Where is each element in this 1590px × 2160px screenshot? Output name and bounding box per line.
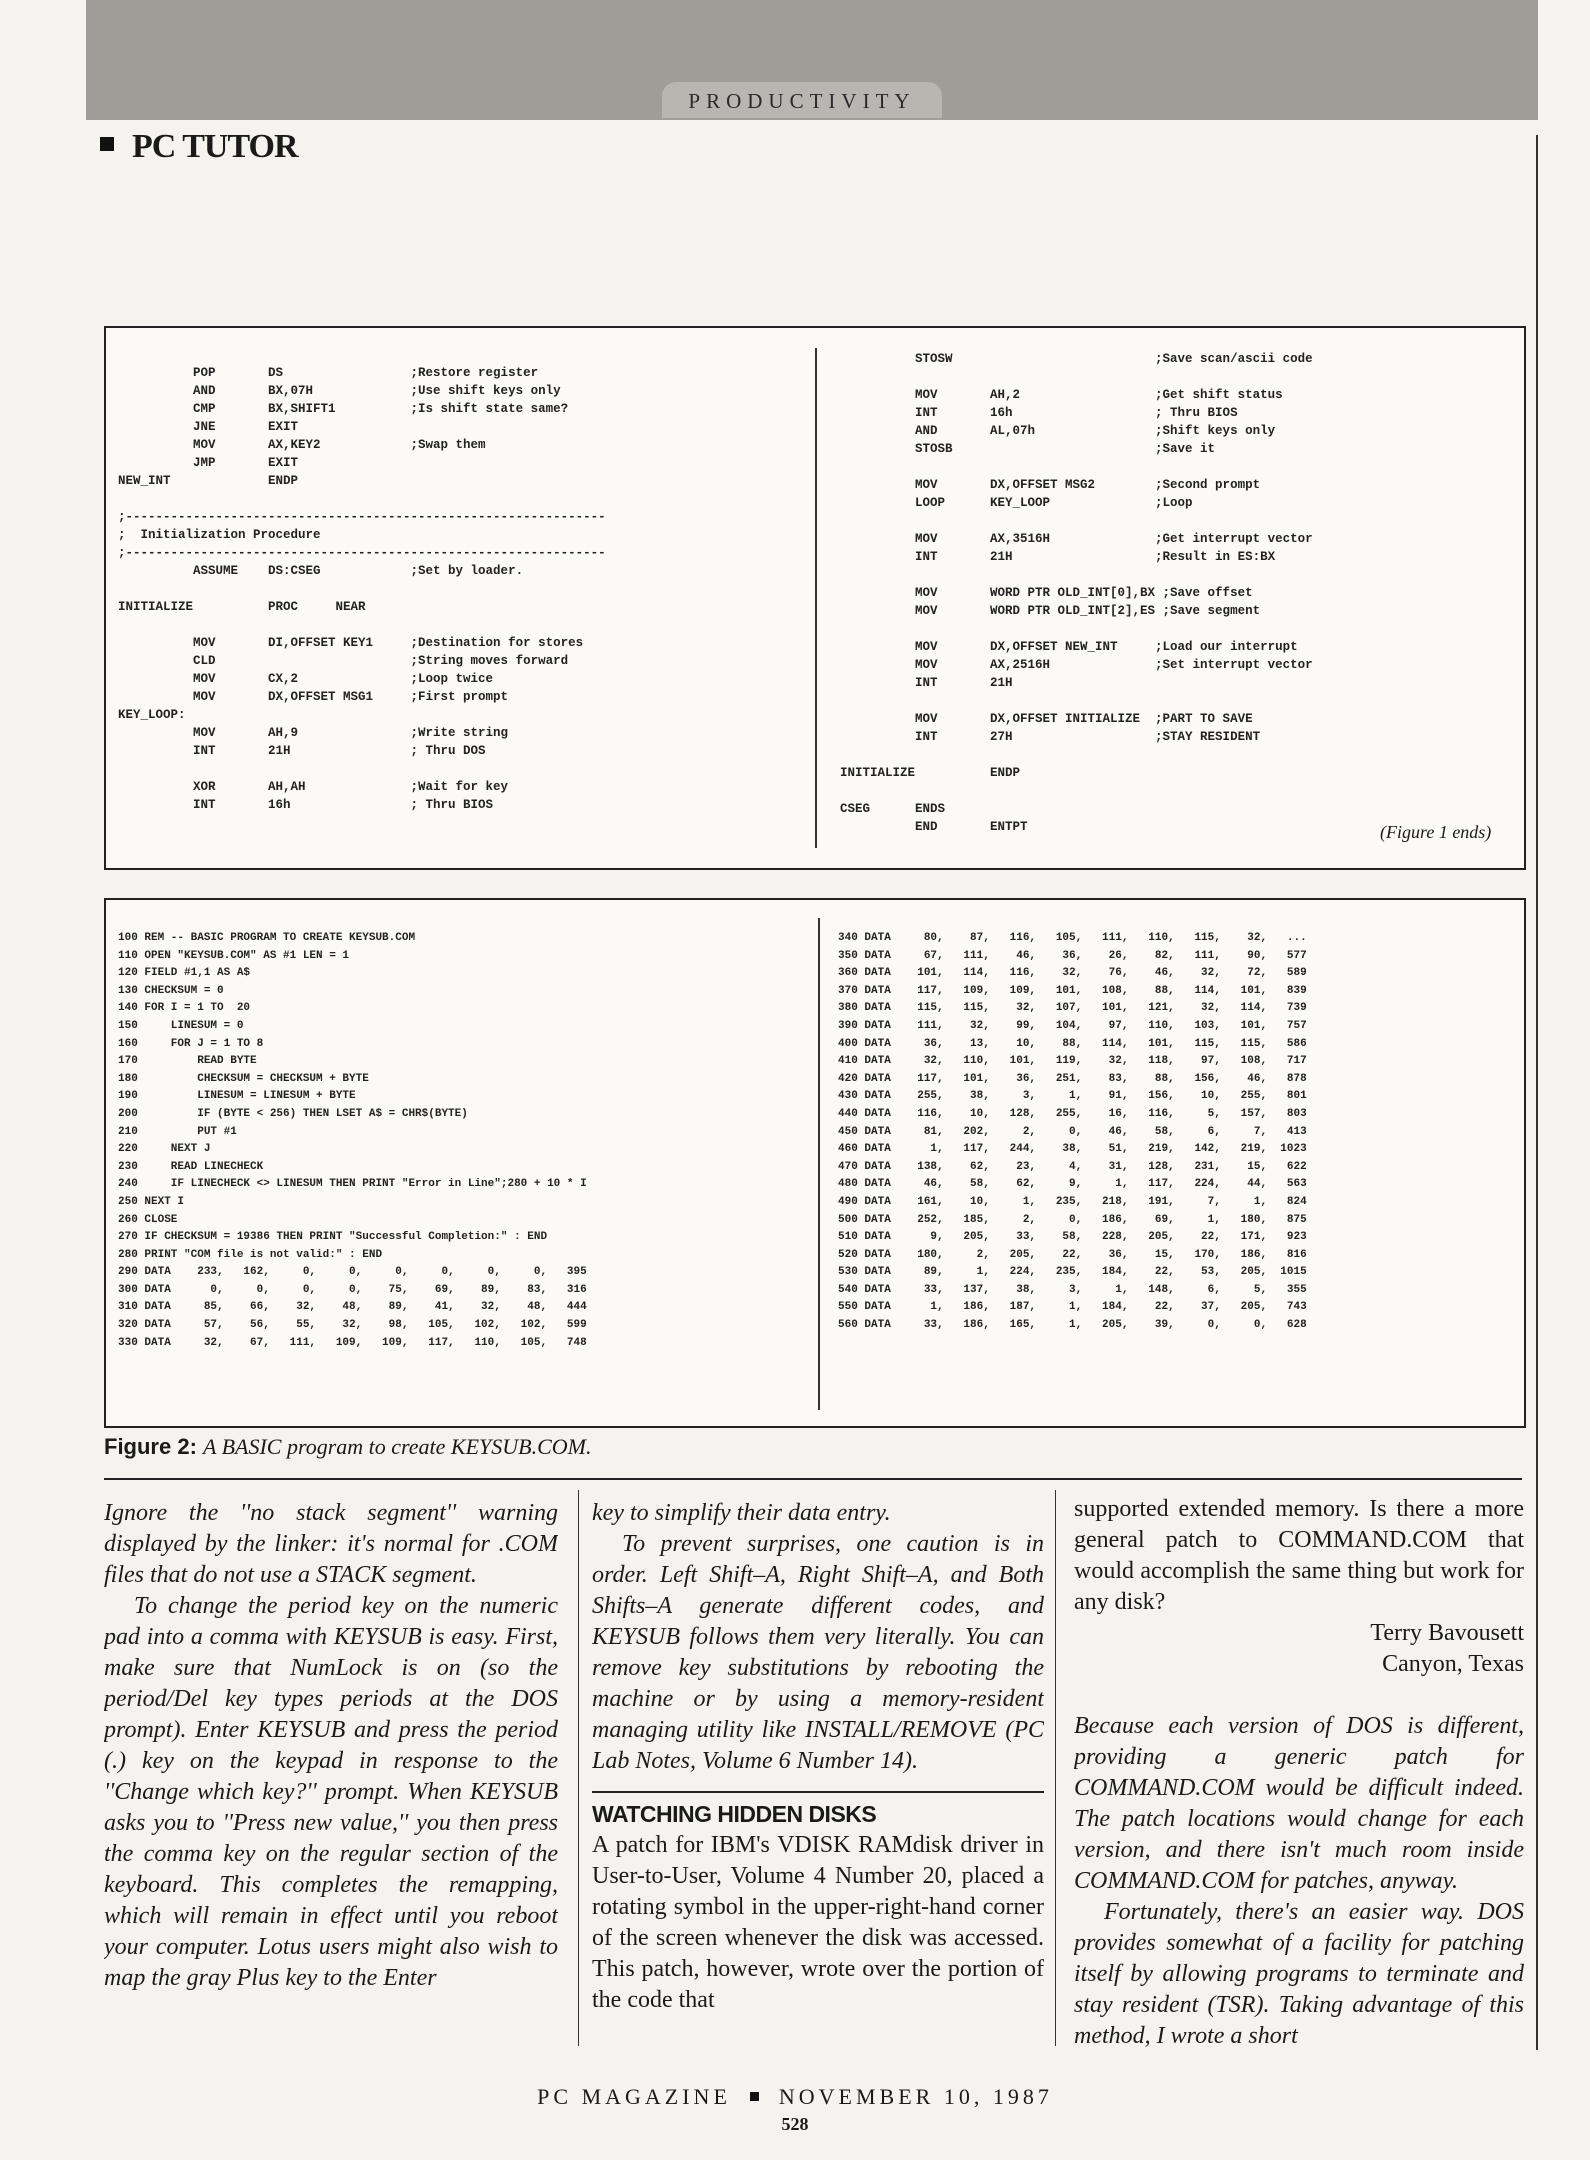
column-divider-2	[1055, 1490, 1056, 2046]
subhead-rule	[592, 1791, 1044, 1793]
page-title	[100, 128, 298, 166]
col3-paragraph-2: Because each version of DOS is different, providing a generic patch for COMMAND.COM would be difficult indeed. The patch locations would change for each version, and there isn't much room inside COMMAND.COM for patches, anyway.	[1074, 1713, 1524, 1894]
signature-name: Terry Bavousett	[1370, 1620, 1524, 1646]
figure2-caption	[104, 1434, 591, 1460]
figure2-left-code: 100 REM -- BASIC PROGRAM TO CREATE KEYSUB.COM 110 OPEN "KEYSUB.COM" AS #1 LEN = 1 120 FIELD #1,1 AS A$ 130 CHECKSUM = 0 140 FOR I = 1 TO 20 150 LINESUM = 0 160 FOR J = 1 TO 8 170 READ BYTE 180 CHECKSUM = CHECKSUM + BYTE 190 LINESUM = LINESUM + BYTE 200 IF (BYTE < 256) THEN LSET A$ = CHR$(BYTE) 210 PUT #1 220 NEXT J 230 READ LINECHECK 240 IF LINECHECK <> LINESUM THEN PRINT "Error in Line";280 + 10 * I 250 NEXT I 260 CLOSE 270 IF CHECKSUM = 19386 THEN PRINT "Successful Completion:" : END 280 PRINT "COM file is not valid:" : END 290 DATA 233, 162, 0, 0, 0, 0, 0, 0, 395 300 DATA 0, 0, 0, 0, 75, 69, 89, 83, 316 310 DATA 85, 66, 32, 48, 89, 41, 32, 48, 444 320 DATA 57, 56, 55, 32, 98, 105, 102, 102, 599 330 DATA 32, 67, 111, 109, 109, 117, 110, 105, 748	[118, 932, 587, 1349]
section-subhead: WATCHING HIDDEN DISKS	[592, 1801, 877, 1827]
figure2-divider	[818, 918, 820, 1410]
column-2	[592, 1498, 1044, 2048]
col3-paragraph-1: supported extended memory. Is there a more general patch to COMMAND.COM that would accomplish the same thing but work for any disk?	[1074, 1496, 1524, 1615]
bullet-square-icon	[100, 137, 114, 151]
column-divider-1	[578, 1490, 579, 2046]
figure1-right-code: STOSW ;Save scan/ascii code MOV AH,2 ;Get shift status INT 16h ; Thru BIOS AND AL,07h ;Shift keys only STOSB ;Save it MOV DX,OFFSET MSG2 ;Second prompt LOOP KEY_LOOP ;Loop MOV AX,3516H ;Get interrupt vector INT 21H ;Result in ES:BX MOV WORD PTR OLD_INT[0],BX ;Save offset MOV WORD PTR OLD_INT[2],ES ;Save segment MOV DX,OFFSET NEW_INT ;Load our interrupt MOV AX,2516H ;Set interrupt vector INT 21H MOV DX,OFFSET INITIALIZE ;PART TO SAVE INT 27H ;STAY RESIDENT INITIALIZE ENDP CSEG ENDS END ENTPT	[840, 352, 1313, 834]
col1-paragraph-2: To change the period key on the numeric pad into a comma with KEYSUB is easy. First, make sure that NumLock is on (so the period/Del key types periods at the DOS prompt). Enter KEYSUB and press the period (.) key on the keypad in response to the ''Change which key?'' prompt. When KEYSUB asks you to ''Press new value,'' you then press the comma key on the regular section of the keyboard. This completes the remapping, which will remain in effect until you reboot your computer. Lotus users might also wish to map the gray Plus key to the Enter	[104, 1593, 558, 1991]
article-top-rule	[104, 1478, 1522, 1480]
figure1-divider	[815, 348, 817, 848]
col2-paragraph-1: key to simplify their data entry.	[592, 1500, 891, 1526]
col3-paragraph-3: Fortunately, there's an easier way. DOS provides somewhat of a facility for patching itself by allowing programs to terminate and stay resident (TSR). Taking advantage of this method, I wrote a short	[1074, 1899, 1524, 2048]
column-3	[1074, 1494, 1524, 2048]
footer-bullet-icon	[750, 2092, 759, 2101]
page-title-text: PC TUTOR	[132, 128, 298, 165]
page-number: 528	[781, 2114, 809, 2134]
section-label: PRODUCTIVITY	[662, 82, 942, 118]
figure2-caption-label: Figure 2:	[104, 1434, 197, 1459]
footer-line	[0, 2084, 1590, 2110]
right-column-rule	[1536, 135, 1538, 2050]
col2-paragraph-2: To prevent surprises, one caution is in order. Left Shift–A, Right Shift–A, and Both Shifts–A generate different codes, and KEYSUB follows them very literally. You can remove key substitutions by rebooting the machine or by using a memory-resident managing utility like INSTALL/REMOVE (PC Lab Notes, Volume 6 Number 14).	[592, 1531, 1044, 1774]
figure2-right-code: 340 DATA 80, 87, 116, 105, 111, 110, 115, 32, ... 350 DATA 67, 111, 46, 36, 26, 82, 111, 90, 577 360 DATA 101, 114, 116, 32, 76, 46, 32, 72, 589 370 DATA 117, 109, 109, 101, 108, 88, 114, 101, 839 380 DATA 115, 115, 32, 107, 101, 121, 32, 114, 739 390 DATA 111, 32, 99, 104, 97, 110, 103, 101, 757 400 DATA 36, 13, 10, 88, 114, 101, 115, 115, 586 410 DATA 32, 110, 101, 119, 32, 118, 97, 108, 717 420 DATA 117, 101, 36, 251, 83, 88, 156, 46, 878 430 DATA 255, 38, 3, 1, 91, 156, 10, 255, 801 440 DATA 116, 10, 128, 255, 16, 116, 5, 157, 803 450 DATA 81, 202, 2, 0, 46, 58, 6, 7, 413 460 DATA 1, 117, 244, 38, 51, 219, 142, 219, 1023 470 DATA 138, 62, 23, 4, 31, 128, 231, 15, 622 480 DATA 46, 58, 62, 9, 1, 117, 224, 44, 563 490 DATA 161, 10, 1, 235, 218, 191, 7, 1, 824 500 DATA 252, 185, 2, 0, 186, 69, 1, 180, 875 510 DATA 9, 205, 33, 58, 228, 205, 22, 171, 923 520 DATA 180, 2, 205, 22, 36, 15, 170, 186, 816 530 DATA 89, 1, 224, 235, 184, 22, 53, 205, 1015 540 DATA 33, 137, 38, 3, 1, 148, 6, 5, 355 550 DATA 1, 186, 187, 1, 184, 22, 37, 205, 743 560 DATA 33, 186, 165, 1, 205, 39, 0, 0, 628	[838, 932, 1307, 1332]
footer-magazine: PC MAGAZINE	[537, 2084, 731, 2109]
signature-place: Canyon, Texas	[1382, 1651, 1524, 1677]
col2-paragraph-3: A patch for IBM's VDISK RAMdisk driver in User-to-User, Volume 4 Number 20, placed a rotating symbol in the upper-right-hand corner of the screen whenever the disk was accessed. This patch, however, wrote over the portion of the code that	[592, 1832, 1044, 2013]
figure2-caption-text: A BASIC program to create KEYSUB.COM.	[203, 1434, 592, 1459]
figure1-left-code: POP DS ;Restore register AND BX,07H ;Use shift keys only CMP BX,SHIFT1 ;Is shift state same? JNE EXIT MOV AX,KEY2 ;Swap them JMP EXIT NEW_INT ENDP ;---------------------------------------------------------------- ; Initialization Procedure ;---------------------------------------------------------------- ASSUME DS:CSEG ;Set by loader. INITIALIZE PROC NEAR MOV DI,OFFSET KEY1 ;Destination for stores CLD ;String moves forward MOV CX,2 ;Loop twice MOV DX,OFFSET MSG1 ;First prompt KEY_LOOP: MOV AH,9 ;Write string INT 21H ; Thru DOS XOR AH,AH ;Wait for key INT 16h ; Thru BIOS	[118, 366, 606, 812]
footer-date: NOVEMBER 10, 1987	[778, 2084, 1053, 2109]
col1-paragraph-1: Ignore the ''no stack segment'' warning displayed by the linker: it's normal for .COM files that do not use a STACK segment.	[104, 1500, 558, 1588]
column-1	[104, 1498, 558, 2048]
figure1-end-note: (Figure 1 ends)	[1380, 822, 1492, 842]
